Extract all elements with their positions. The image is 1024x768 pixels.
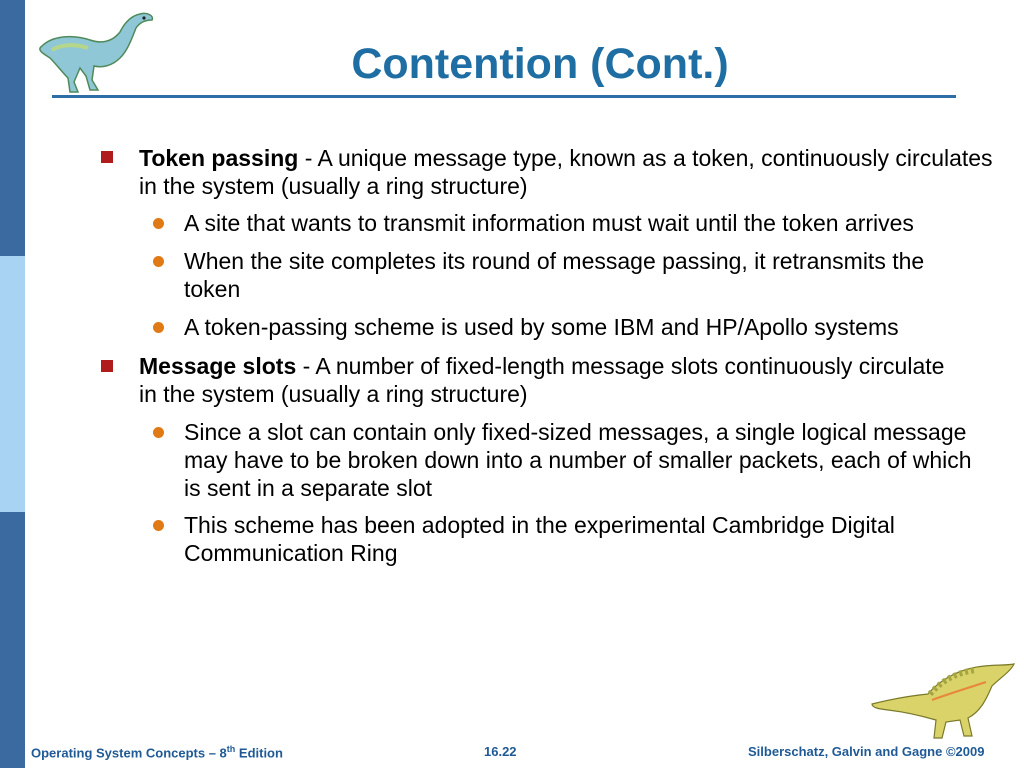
dinosaur-logo-icon — [32, 6, 160, 98]
bullet-term: Message slots — [139, 353, 297, 379]
sub-bullet: This scheme has been adopted in the experimental Cambridge Digital Communication Ring — [184, 512, 895, 566]
round-bullet-icon — [153, 322, 164, 333]
dinosaur-logo-icon — [868, 660, 1018, 742]
sub-bullet: A site that wants to transmit information must wait until the token arrives — [184, 210, 914, 236]
round-bullet-icon — [153, 427, 164, 438]
sub-bullet: Since a slot can contain only fixed-sized messages, a single logical message may have to be broken down into a number of smaller packets, each of which is sent in a separate slot — [184, 419, 972, 501]
sub-bullet: A token-passing scheme is used by some IBM and HP/Apollo systems — [184, 314, 899, 340]
title-divider — [52, 95, 956, 98]
bullet-token-passing — [139, 144, 1009, 200]
round-bullet-icon — [153, 520, 164, 531]
square-bullet-icon — [101, 360, 113, 372]
footer-book-title: Operating System Concepts – 8th Edition — [31, 744, 283, 761]
round-bullet-icon — [153, 218, 164, 229]
side-accent-bar-light-segment — [0, 256, 25, 512]
sub-bullet: When the site completes its round of message passing, it retransmits the token — [184, 248, 925, 302]
footer-page-number: 16.22 — [484, 744, 517, 759]
bullet-term: Token passing — [139, 145, 299, 171]
round-bullet-icon — [153, 256, 164, 267]
square-bullet-icon — [101, 151, 113, 163]
side-accent-bar — [0, 0, 25, 768]
footer-copyright: Silberschatz, Galvin and Gagne ©2009 — [748, 744, 985, 759]
bullet-text: - A number of fixed-length message slots continuously circulate in the system (usually a ring structure) — [139, 353, 945, 407]
bullet-message-slots — [139, 352, 959, 408]
bullet-text: - A unique message type, known as a token, continuously circulates in the system (usually a ring structure) — [139, 145, 993, 199]
slide-title: Contention (Cont.) — [351, 40, 729, 88]
